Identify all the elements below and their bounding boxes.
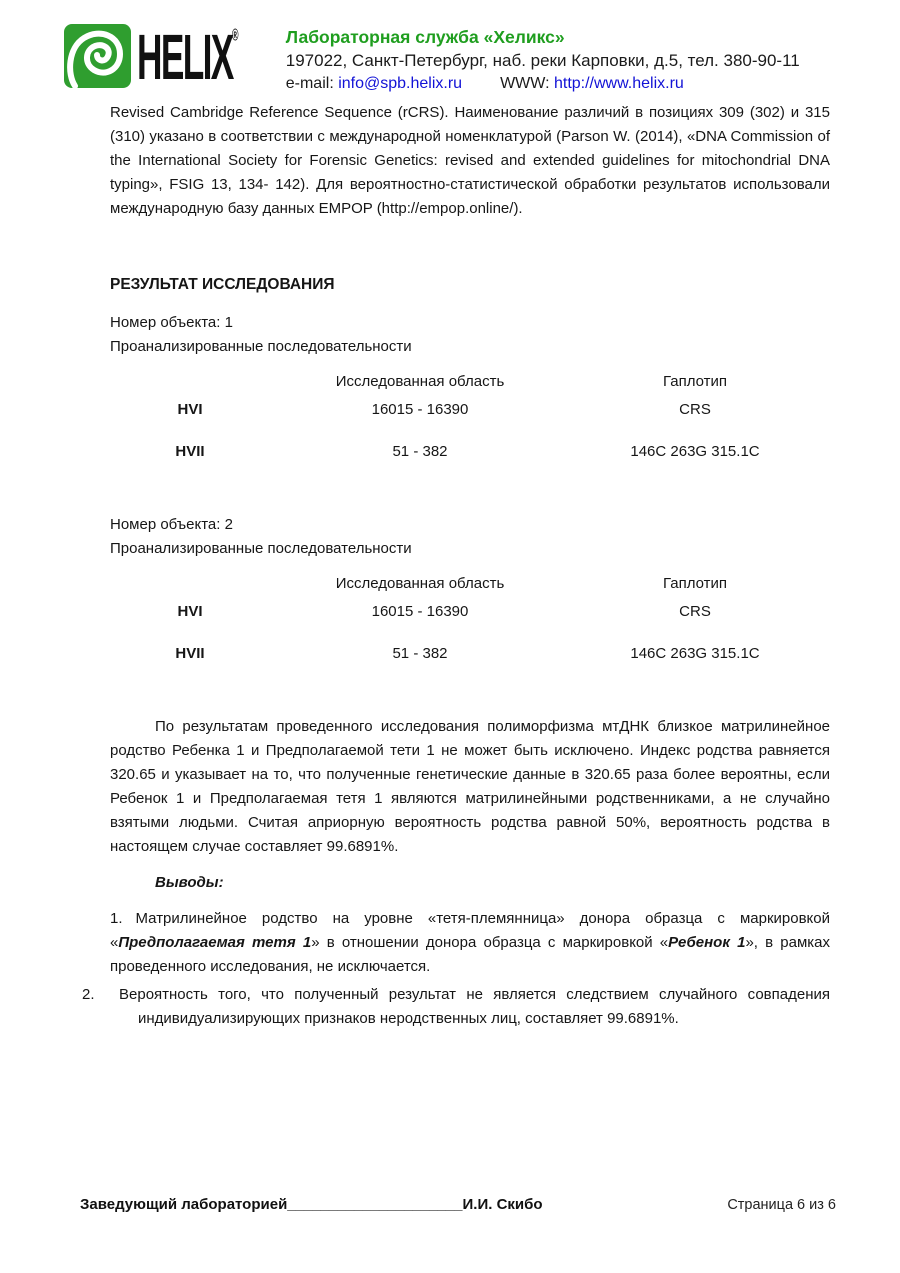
range-cell: 16015 - 16390 (371, 603, 469, 620)
marker-name: Предполагаемая тетя 1 (118, 934, 312, 951)
results-heading: РЕЗУЛЬТАТ ИССЛЕДОВАНИЯ (110, 276, 335, 293)
conclusions-heading: Выводы: (155, 874, 224, 891)
range-cell: 16015 - 16390 (371, 401, 469, 418)
item-text: » в отношении донора образца с маркировкой « (311, 934, 669, 951)
table-row (110, 441, 830, 463)
region-column-header (110, 573, 270, 595)
www-label: WWW: (500, 75, 554, 92)
signature-line: _____________________ (287, 1196, 463, 1213)
haplotype-column-header: Гаплотип (662, 575, 728, 592)
conclusion-item-1 (110, 907, 830, 979)
organization-address: 197022, Санкт-Петербург, наб. реки Карповки, д.5, тел. 380-90-11 (285, 51, 800, 70)
range-column-header: Исследованная область (335, 373, 505, 390)
signer-name: И.И. Скибо (462, 1196, 543, 1213)
table-header-row (110, 371, 830, 393)
email-link[interactable]: info@spb.helix.ru (338, 75, 463, 92)
page-number: Страница 6 из 6 (727, 1197, 836, 1213)
object-2-table (110, 573, 830, 665)
object-1-label: Номер объекта: 1 (110, 314, 233, 331)
object-2-section (110, 513, 830, 665)
item-text: Матрилинейное родство на уровне «тетя-племянница» донора образца с маркировкой « (110, 910, 830, 951)
logo-wordmark: HELIX® (137, 22, 237, 94)
letterhead (64, 24, 800, 95)
summary-paragraph: По результатам проведенного исследования полиморфизма мтДНК близкое матрилинейное родство Ребенка 1 и Предполагаемой тети 1 не может быть исключено. Индекс родства равняется 320.65 и указывает на то, что полученные генетические данные в 320.65 раза более вероятны, если Ребенок 1 и Предполагаемая тетя 1 являются матрилинейными родственниками, а не случайно взятыми людьми. Считая априорную вероятность родства равной 50%, вероятность родства в настоящем случае составляет 99.6891%. (110, 718, 830, 855)
table-row (110, 601, 830, 623)
object-2-sublabel: Проанализированные последовательности (110, 540, 412, 557)
range-cell: 51 - 382 (392, 645, 448, 662)
email-label: e-mail: (285, 75, 339, 92)
table-row (110, 399, 830, 421)
intro-paragraph: Revised Cambridge Reference Sequence (rCRS). Наименование различий в позициях 309 (302) и 315 (310) указано в соответствии с международной номенклатурой (Parson W. (2014), «DNA Commission of the International Society for Forensic Genetics: revised and extended guidelines for mitochondrial DNA typing», FSIG 13, 134- 142). Для вероятностно-статистической обработки результатов использовали международную базу данных EMPOP (http://empop.online/). (110, 104, 830, 217)
haplotype-cell: CRS (679, 603, 711, 620)
object-1-table (110, 371, 830, 463)
signature-block (80, 1196, 543, 1213)
object-2-label: Номер объекта: 2 (110, 516, 233, 533)
range-cell: 51 - 382 (392, 443, 448, 460)
object-1-sublabel: Проанализированные последовательности (110, 338, 412, 355)
item-number: 1. (110, 910, 123, 927)
report-body (82, 101, 830, 1031)
organization-contacts (286, 72, 800, 95)
conclusion-item-2: 2. Вероятность того, что полученный результат не является следствием случайного совпадения индивидуализирующих признаков неродственных лиц, составляет 99.6891%. (82, 986, 830, 1027)
organization-name: Лабораторная служба «Хеликс» (285, 27, 565, 47)
haplotype-cell: CRS (679, 401, 711, 418)
haplotype-column-header: Гаплотип (662, 373, 728, 390)
helix-logo (64, 22, 260, 94)
table-header-row (110, 573, 830, 595)
haplotype-cell: 146C 263G 315.1C (630, 443, 760, 460)
table-row (110, 643, 830, 665)
haplotype-cell: 146C 263G 315.1C (630, 645, 760, 662)
signature-title: Заведующий лабораторией (80, 1196, 288, 1213)
helix-spiral-icon (64, 24, 131, 88)
region-cell: HVII (175, 645, 205, 662)
object-1-section (110, 311, 830, 463)
registered-trademark: ® (231, 27, 237, 45)
item-text: », в рамках проведенного исследования, не исключается. (110, 934, 830, 975)
item-text: Вероятность того, что полученный результат не является следствием случайного совпадения индивидуализирующих признаков неродственных лиц, составляет 99.6891%. (119, 986, 830, 1027)
letterhead-text (286, 26, 800, 95)
marker-name: Ребенок 1 (668, 934, 746, 951)
region-cell: HVI (177, 603, 203, 620)
website-link[interactable]: http://www.helix.ru (553, 75, 684, 92)
range-column-header: Исследованная область (335, 575, 505, 592)
region-cell: HVI (177, 401, 203, 418)
region-cell: HVII (175, 443, 205, 460)
page-footer (80, 1196, 836, 1213)
region-column-header (110, 371, 270, 393)
